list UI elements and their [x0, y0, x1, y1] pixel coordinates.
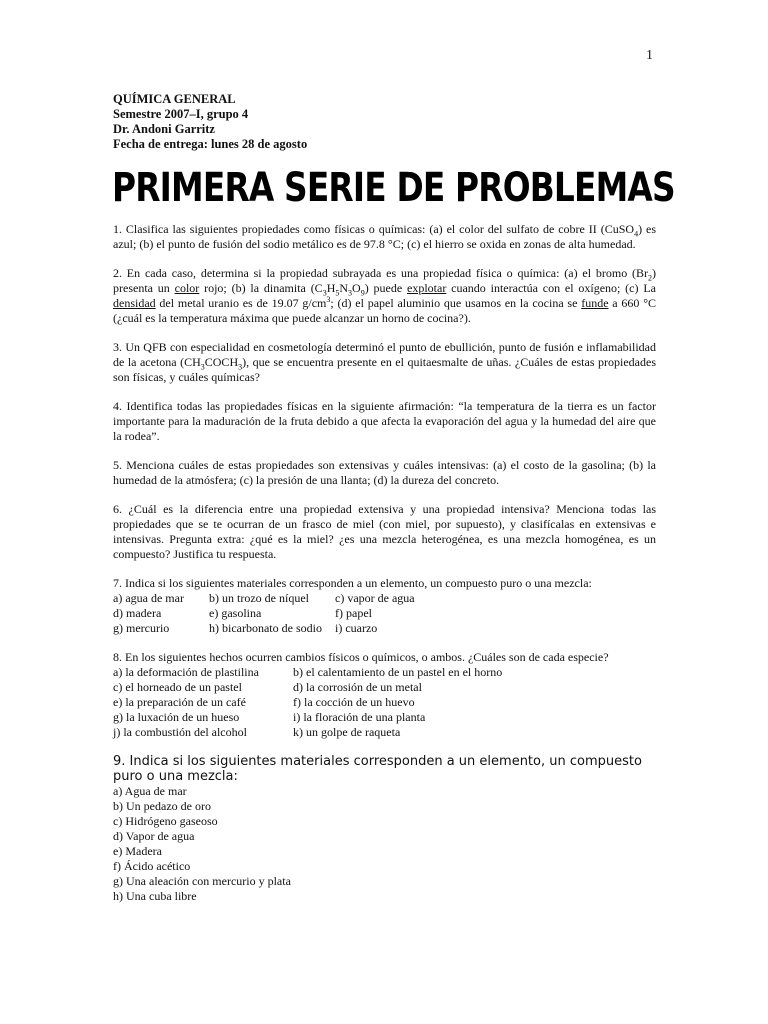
underlined-term: color [174, 281, 200, 295]
problem-1-text [113, 222, 656, 252]
option-item: f) la cocción de un huevo [293, 695, 415, 709]
option-item: h) bicarbonato de sodio [209, 621, 322, 635]
option-item: b) un trozo de níquel [209, 591, 309, 605]
text-fragment: ; (d) el papel aluminio que usamos en la cocina se [330, 296, 582, 310]
problem-8 [113, 650, 656, 740]
problem-7 [113, 576, 656, 636]
text-fragment: H [326, 281, 336, 295]
subscript: 9 [360, 288, 365, 298]
option-item: d) madera [113, 606, 162, 620]
problem-2-text [113, 266, 656, 326]
underlined-term: funde [581, 296, 609, 310]
option-item: k) un golpe de raqueta [293, 725, 401, 739]
option-item: b) el calentamiento de un pastel en el horno [293, 665, 503, 679]
problem-8-text: 8. En los siguientes hechos ocurren cambios físicos o químicos, o ambos. ¿Cuáles son de cada especie? [113, 650, 609, 664]
option-item: f) papel [335, 606, 372, 620]
option-item: e) la preparación de un café [113, 695, 246, 709]
problem-9 [113, 754, 656, 904]
text-fragment: a 660 °C (¿cuál es la temperatura máxima que puede alcanzar un horno de cocina?). [113, 296, 656, 325]
text-fragment: ) puede [364, 281, 407, 295]
option-item: h) Una cuba libre [113, 889, 197, 903]
underlined-term: explotar [407, 281, 447, 295]
subscript: 3 [348, 288, 353, 298]
text-fragment: COCH [204, 355, 239, 369]
problem-7-options [113, 591, 656, 636]
option-item: i) la floración de una planta [293, 710, 426, 724]
problem-6-text: 6. ¿Cuál es la diferencia entre una propiedad extensiva y una propiedad intensiva? Menciona todas las propiedades que se te ocurran de un frasco de miel (con miel, por supuesto), y clasifícalas en extensivas e intensivas. Pregunta extra: ¿qué es la miel? ¿es una mezcla heterogénea, es una mezcla homogénea, es un compuesto? Justifica tu respuesta. [113, 502, 656, 561]
problem-5-text: 5. Menciona cuáles de estas propiedades son extensivas y cuáles intensivas: (a) el costo de la gasolina; (b) la humedad de la atmósfera; (c) la presión de una llanta; (d) la dureza del concreto. [113, 458, 656, 487]
option-item: f) Ácido acético [113, 859, 191, 873]
option-item: d) Vapor de agua [113, 829, 195, 843]
option-item: c) vapor de agua [335, 591, 415, 605]
text-fragment: cuando interactúa con el oxígeno; (c) La [446, 281, 656, 295]
option-item: g) Una aleación con mercurio y plata [113, 874, 291, 888]
semester-line: Semestre 2007–I, grupo 4 [113, 107, 249, 121]
text-fragment: del metal uranio es de 19.07 g/cm [155, 296, 327, 310]
subscript: 3 [238, 362, 243, 372]
option-item: c) el horneado de un pastel [113, 680, 242, 694]
text-fragment: O [352, 281, 361, 295]
problem-2 [113, 266, 656, 326]
problem-9-text: 9. Indica si los siguientes materiales corresponden a un elemento, un compuesto puro o una mezcla: [113, 754, 642, 784]
subscript: 3 [200, 362, 205, 372]
option-item: j) la combustión del alcohol [113, 725, 247, 739]
subscript: 2 [648, 273, 652, 283]
problem-3 [113, 340, 656, 385]
underlined-term: densidad [113, 296, 156, 310]
text-fragment: N [339, 281, 349, 295]
page-number: 1 [646, 48, 653, 63]
problem-3-text [113, 340, 656, 385]
problem-list [113, 222, 656, 918]
superscript: 3 [326, 295, 331, 304]
due-date-line: Fecha de entrega: lunes 28 de agosto [113, 137, 308, 151]
text-fragment: 2. En cada caso, determina si la propiedad subrayada es una propiedad física o química: (a) el bromo (Br [113, 266, 648, 280]
option-item: g) mercurio [113, 621, 170, 635]
option-item: e) Madera [113, 844, 162, 858]
subscript: 5 [335, 288, 340, 298]
problem-8-options [113, 665, 656, 740]
problem-9-options [113, 784, 656, 904]
option-item: e) gasolina [209, 606, 262, 620]
subscript: 4 [634, 229, 639, 239]
document-header [113, 92, 307, 152]
option-item: i) cuarzo [335, 621, 378, 635]
option-item: a) Agua de mar [113, 784, 187, 798]
problem-7-text: 7. Indica si los siguientes materiales corresponden a un elemento, un compuesto puro o una mezcla: [113, 576, 592, 590]
option-item: b) Un pedazo de oro [113, 799, 211, 813]
subscript: 3 [322, 288, 327, 298]
option-item: a) agua de mar [113, 591, 184, 605]
problem-6 [113, 502, 656, 562]
problem-1 [113, 222, 656, 252]
text-fragment: 3. Un QFB con especialidad en cosmetología determinó el punto de ebullición, punto de fusión e inflamabilidad de la acetona (CH [113, 340, 656, 369]
option-item: a) la deformación de plastilina [113, 665, 259, 679]
page-title: PRIMERA SERIE DE PROBLEMAS [112, 165, 675, 211]
option-item: g) la luxación de un hueso [113, 710, 240, 724]
text-fragment: 1. Clasifica las siguientes propiedades como físicas o químicas: (a) el color del sulfato de cobre II (CuSO [113, 222, 635, 236]
text-fragment: ), que se encuentra presente en el quitaesmalte de uñas. ¿Cuáles de estas propiedades son físicas, y cuáles químicas? [113, 355, 656, 384]
problem-4-text: 4. Identifica todas las propiedades físicas en la siguiente afirmación: “la temperatura de la tierra es un factor importante para la maduración de la fruta debido a que afecta la evaporación del agua y la humedad del aire que la rodea”. [113, 399, 656, 443]
professor-line: Dr. Andoni Garritz [113, 122, 215, 136]
text-fragment: rojo; (b) la dinamita (C [199, 281, 323, 295]
problem-4 [113, 399, 656, 444]
problem-5 [113, 458, 656, 488]
option-item: c) Hidrógeno gaseoso [113, 814, 218, 828]
course-title: QUÍMICA GENERAL [113, 92, 236, 106]
option-item: d) la corrosión de un metal [293, 680, 422, 694]
text-fragment: ) es azul; (b) el punto de fusión del sodio metálico es de 97.8 °C; (c) el hierro se oxida en zonas de alta humedad. [113, 222, 656, 251]
text-fragment: ) presenta un [113, 266, 656, 295]
